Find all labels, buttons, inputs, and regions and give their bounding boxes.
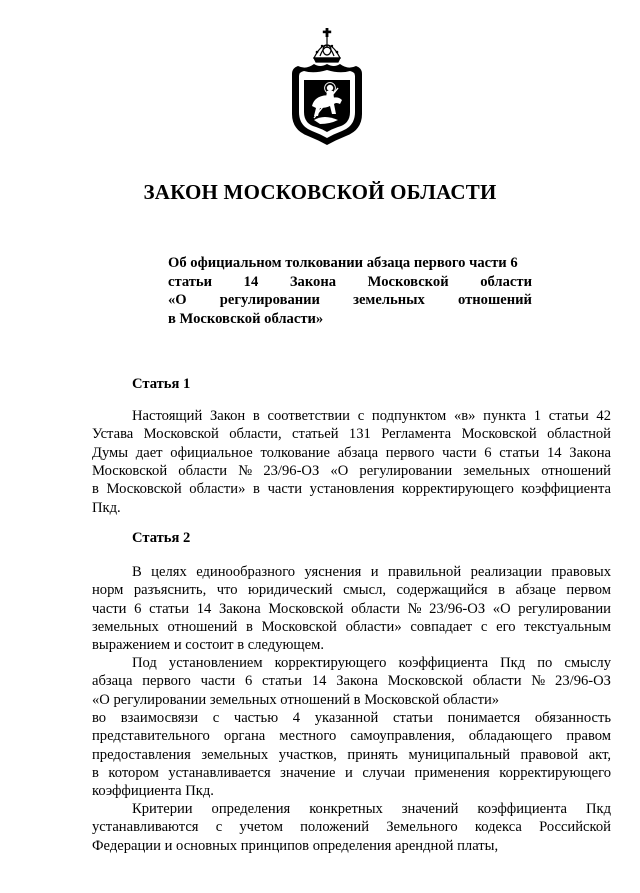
document-subject [168, 254, 532, 328]
text-line: Настоящий Закон в соответствии с подпунктом «в» пункта 1 статьи 42 [132, 408, 611, 424]
word: «О [168, 292, 187, 308]
word: регулировании [219, 292, 320, 308]
text-line: «О регулировании земельных отношений в Московской области» [92, 691, 500, 708]
word: области [480, 273, 532, 290]
text-line: предоставления земельных участков, принять муниципальный правовой акт, [92, 746, 611, 763]
word: Закона [289, 273, 337, 290]
subject-line-justified [168, 291, 532, 310]
article-2-heading: Статья 2 [132, 530, 191, 546]
word: земельных [353, 292, 425, 308]
article-2-paragraph-3 [92, 800, 611, 855]
text-line: абзаца первого части 6 статьи 14 Закона Московской области № 23/96-ОЗ [92, 673, 611, 690]
text-line: выражением и состоит в следующем. [92, 637, 325, 654]
word: отношений [457, 292, 532, 308]
text-line: земельных отношений в Московской области» совпадает с его текстуальным [92, 619, 611, 636]
text-line: во взаимосвязи с частью 4 указанной статьи понимается обязанность [92, 710, 611, 727]
text-line: устанавливаются с учетом положений Земельного кодекса Российской [92, 819, 611, 836]
text-line: Московской области № 23/96-ОЗ «О регулировании земельных отношений [92, 463, 611, 480]
word: статьи [168, 273, 213, 290]
word: Московской [367, 273, 449, 290]
text-line: коэффициента Пкд. [92, 783, 214, 800]
article-2-paragraph-2 [92, 654, 611, 801]
text-line: Думы дает официальное толкование абзаца первого части 6 статьи 14 Закона [92, 444, 611, 461]
subject-line-justified [168, 273, 532, 292]
text-line: Критерии определения конкретных значений коэффициента Пкд [132, 801, 611, 817]
article-1-heading: Статья 1 [132, 376, 191, 392]
word: 14 [243, 273, 259, 290]
text-line: представительного органа местного самоуправления, обладающего правом [92, 728, 611, 745]
article-2-paragraph-1 [92, 563, 611, 655]
text-line: норм разъяснить, что юридический смысл, содержащийся в абзаце первом [92, 582, 611, 599]
subject-line: в Московской области» [168, 310, 324, 327]
document-title: ЗАКОН МОСКОВСКОЙ ОБЛАСТИ [143, 180, 497, 204]
text-line: в Московской области» в части установления корректирующего коэффициента [92, 481, 611, 498]
text-line: Под установлением корректирующего коэффициента Пкд по смыслу [132, 655, 611, 671]
text-line: в котором устанавливается значение и случаи применения корректирующего [92, 765, 611, 782]
text-line: Пкд. [92, 499, 121, 516]
text-line: В целях единообразного уяснения и правильной реализации правовых [132, 564, 611, 580]
moscow-oblast-coat-of-arms-emblem [284, 28, 370, 146]
text-line: Устава Московской области, статьей 131 Регламента Московской областной [92, 426, 611, 443]
article-1-paragraph-1 [92, 407, 611, 517]
subject-line: Об официальном толковании абзаца первого части 6 [168, 255, 518, 271]
text-line: части 6 статьи 14 Закона Московской области № 23/96-ОЗ «О регулировании [92, 600, 611, 617]
text-line: Федерации и основных принципов определения арендной платы, [92, 837, 499, 854]
